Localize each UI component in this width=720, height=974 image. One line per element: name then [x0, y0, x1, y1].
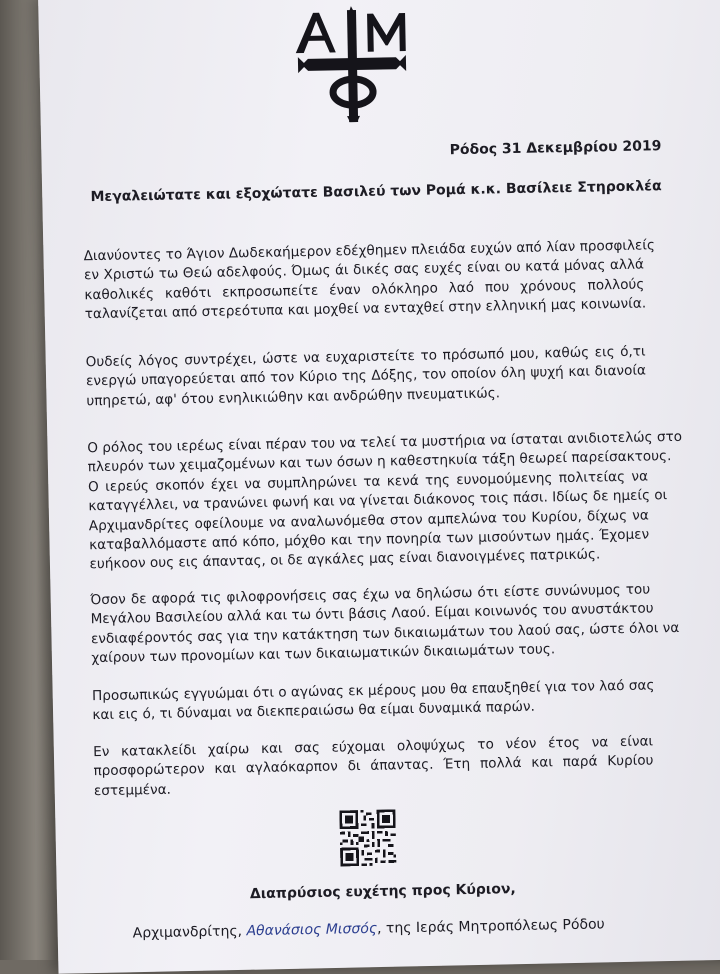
paragraph-line: ταλανίζεται από στερεότυπα και μοχθεί να ενταχθεί στην ελληνική μας κοινωνία.: [84, 295, 647, 323]
paragraph-line: καταβαλλόμαστε από κόπο, μόχθο και την πονηρία των μισούντων ημάς. Έχομεν: [89, 526, 650, 554]
paragraph-line: ενεργώ υπαγορεύεται από τον Κύριο της Δόξης, τον οποίον όλη ψυχή και διανοία: [85, 362, 647, 390]
letter-paragraph-3: [87, 428, 683, 575]
letter-paragraph-2: [86, 342, 647, 411]
paragraph-line: και εις ό, τι δύναμαι να διεκπεραιώσω θα είμαι δυναμικά παρών.: [92, 699, 536, 724]
paragraph-line: καθολικές καθότι εκπροσωπείτε έναν ολόκληρο λαό που χρόνους πολλούς: [84, 276, 645, 304]
paragraph-line: εστεμμένα.: [93, 781, 172, 799]
letter-closing: Διαπρύσιος ευχέτης προς Κύριον,: [249, 881, 516, 903]
signature-title: Αρχιμανδρίτης,: [132, 923, 243, 942]
letter-date: Ρόδος 31 Δεκεμβρίου 2019: [449, 138, 662, 159]
paragraph-line: Ο ιερεύς σκοπόν έχει να συμπληρώνει τα κενά της ευνομούμενης πολιτείας να: [87, 468, 649, 496]
letter-paragraph-6: [93, 732, 654, 801]
paragraph-line: πλευρόν των χειμαζομένων και των όσων η καθεστηκυία τάξη θεωρεί παρείσακτους.: [87, 448, 672, 476]
paragraph-line: Ουδείς λόγος συντρέχει, ώστε να ευχαριστείτε το πρόσωπό μου, καθώς εις ό,τι: [85, 343, 646, 371]
paragraph-line: καταγγέλλει, να τρανώνει φωνή και να γίνεται διάκονος τοις πάσι. Ιδίως δε ημείς οι: [88, 487, 668, 515]
paragraph-line: Εν κατακλείδι χαίρω και σας εύχομαι ολοψύχως το νέον έτος να είναι: [93, 733, 654, 761]
paragraph-line: χαίρουν των προνομίων και των δικαιωματικών δικαιωμάτων τους.: [91, 641, 556, 667]
paragraph-line: Προσωπικώς εγγυώμαι ότι ο αγώνας εκ μέρους μου θα επαυξηθεί για τον λαό σας: [91, 677, 655, 705]
letter-salutation: Μεγαλειώτατε και εξοχώτατε Βασιλεύ των Ρομά κ.κ. Βασίλειε Στηροκλέα: [90, 178, 662, 206]
cross-monogram-icon: [291, 5, 413, 125]
letter-paragraph-1: [83, 237, 656, 325]
paragraph-line: Όσον δε αφορά τις φιλοφρονήσεις σας έχω να δηλώσω ότι είστε συνώνυμος του: [90, 581, 651, 609]
letter-signature: [133, 916, 605, 941]
signature-name: Αθανάσιος Μισσός: [246, 920, 378, 940]
paragraph-line: Μεγάλου Βασιλείου αλλά και τω όντι βάσις Λαού. Είμαι κοινωνός του ανυστάκτου: [90, 600, 654, 628]
qr-code-icon: [339, 809, 396, 866]
paragraph-line: Διανύοντες το Άγιον Δωδεκαήμερον εδέχθημεν πλειάδα ευχών από λίαν προσφιλείς: [83, 237, 656, 265]
paragraph-line: υπηρετώ, αφ' ότου ενηλικιώθην και ανδρώθην πνευματικώς.: [86, 385, 501, 410]
letter-paragraph-4: [90, 580, 680, 668]
paragraph-line: Αρχιμανδρίτες οφείλουμε να αναλωνόμεθα στον αμπελώνα του Κυρίου, δίχως να: [88, 507, 649, 534]
signature-suffix: , της Ιεράς Μητροπόλεως Ρόδου: [376, 916, 605, 937]
paragraph-line: εν Χριστώ τω Θεώ αδελφούς. Όμως άι δικές σας ευχές είναι ου κατά μόνας αλλά: [83, 256, 645, 284]
paragraph-line: προσφορώτερον και αγλαόκαρπον δι άπαντας. Έτη πολλά και παρά Κυρίου: [93, 752, 654, 780]
paragraph-line: Ο ρόλος του ιερέως είναι πέραν του να τελεί τα μυστήρια να ίσταται ανιδιοτελώς στο: [87, 428, 683, 457]
paragraph-line: ευήκοον ους εις άπαντας, οι δε αγκάλες μας είναι διανοιγμένες πατρικώς.: [89, 546, 601, 573]
letter-paragraph-5: [92, 676, 653, 726]
paragraph-line: ενδιαφέροντός σας για την κατάκτηση των δικαιωμάτων του λαού σας, ώστε όλοι να: [90, 619, 680, 648]
